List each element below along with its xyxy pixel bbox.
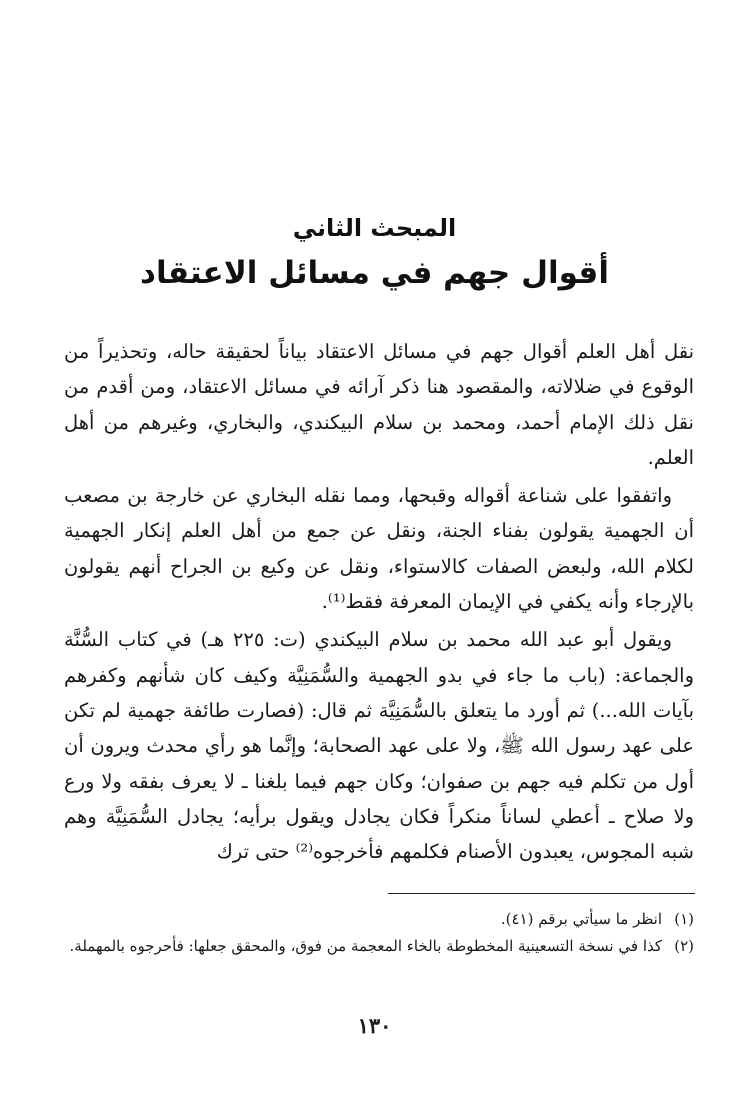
footnote-number: (١) xyxy=(674,910,694,928)
footnote-divider xyxy=(388,893,695,894)
footnote-1 xyxy=(64,906,694,933)
footnote-text: كذا في نسخة التسعينية المخطوطة بالخاء المعجمة من فوق، والمحقق جعلها: فأحرجوه بالمهملة. xyxy=(69,937,662,955)
footnote-2 xyxy=(64,933,694,960)
footnote-number: (٢) xyxy=(674,937,694,955)
paragraph-2: واتفقوا على شناعة أقواله وقبحها، ومما نقله البخاري عن خارجة بن مصعب أن الجهمية يقولون بفناء الجنة، ونقل عن جمع من أهل العلم إنكار الجهمية لكلام الله، ولبعض الصفات كالاستواء، ونقل عن وكيع بن الجراح أنهم يقولون بالإرجاء وأنه يكفي في الإيمان المعرفة فقط⁽¹⁾. xyxy=(64,484,694,614)
page-number: ١٣٠ xyxy=(357,1013,392,1038)
footnotes xyxy=(64,906,694,960)
paragraph-3: ويقول أبو عبد الله محمد بن سلام البيكندي (ت: ٢٢٥ هـ) في كتاب السُّنَّة والجماعة: (باب ما جاء في بدو الجهمية والسُّمَنِيَّة وكيف كان شأنهم وكفرهم بآيات الله...) ثم أورد ما يتعلق بالسُّمَنِيَّة ثم قال: (فصارت طائفة جهمية لم تكن على عهد رسول الله ﷺ، ولا على عهد الصحابة؛ وإنَّما هو رأي محدث ويرون أن أول من تكلم فيه جهم بن صفوان؛ وكان جهم فيما بلغنا ـ لا يعرف بفقه ولا ورع ولا صلاح ـ أعطي لساناً منكراً فكان يجادل ويقول برأيه؛ يجادل السُّمَنِيَّة وهم شبه المجوس، يعبدون الأصنام فكلمهم فأخرجوه⁽²⁾ حتى ترك xyxy=(64,628,694,864)
section-title: أقوال جهم في مسائل الاعتقاد xyxy=(140,255,609,291)
footnote-text: انظر ما سيأتي برقم (٤١). xyxy=(500,910,662,928)
paragraph-1: نقل أهل العلم أقوال جهم في مسائل الاعتقاد بياناً لحقيقة حاله، وتحذيراً من الوقوع في ضلالاته، والمقصود هنا ذكر آرائه في مسائل الاعتقاد، ومن أقدم من نقل ذلك الإمام أحمد، ومحمد بن سلام البيكندي، والبخاري، وغيرهم من أهل العلم. xyxy=(64,340,694,469)
section-subtitle: المبحث الثاني xyxy=(292,214,457,242)
body-text xyxy=(64,334,694,872)
